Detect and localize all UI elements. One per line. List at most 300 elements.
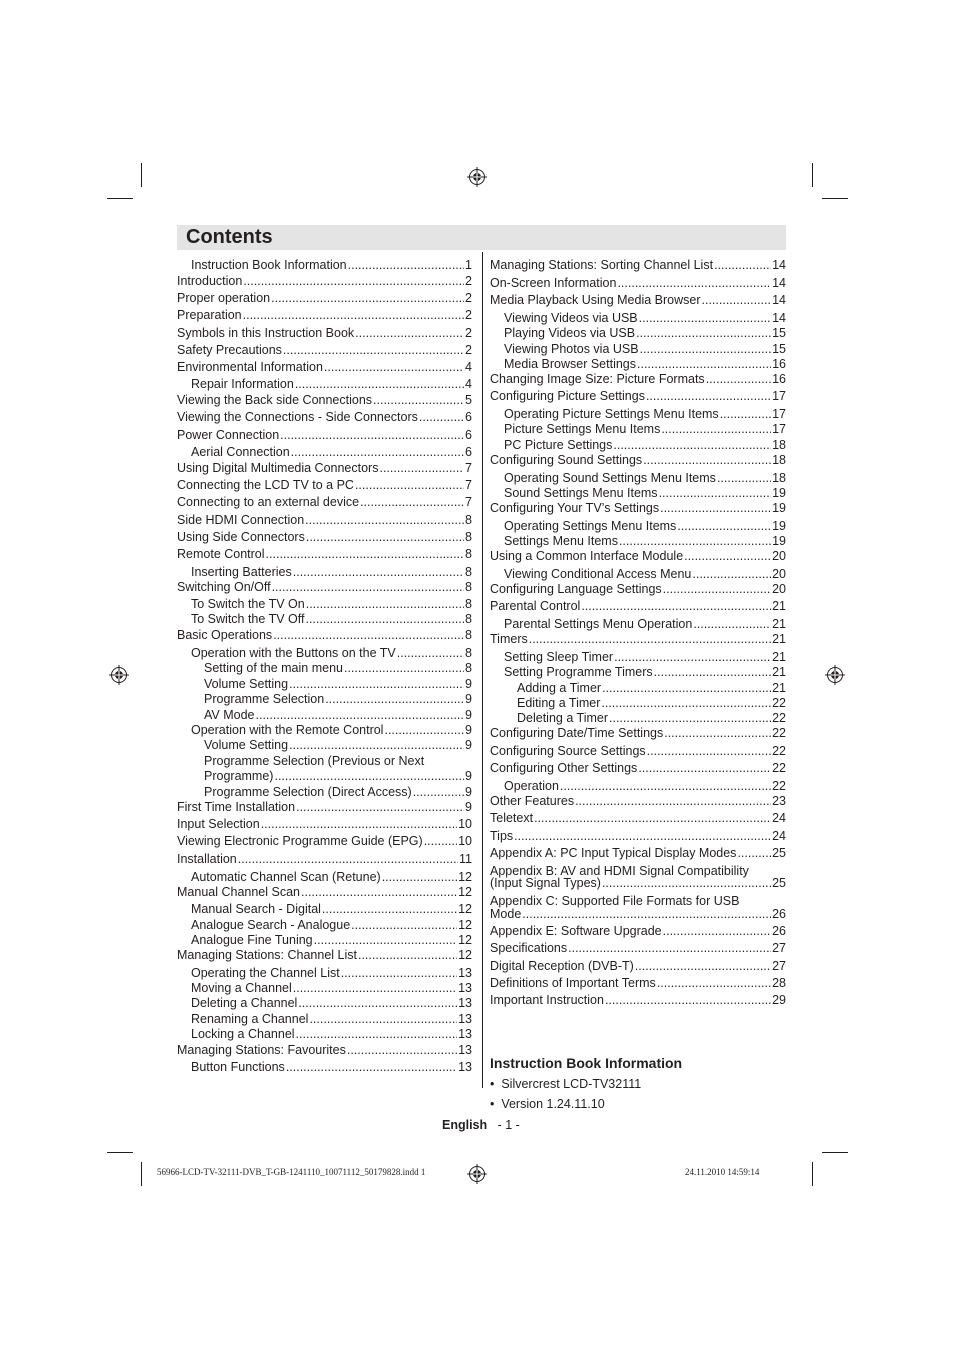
toc-entry-page: 23	[772, 794, 786, 808]
toc-entry-page: 25	[772, 876, 786, 890]
toc-leader-dots	[296, 1027, 458, 1042]
toc-entry-page: 13	[458, 1027, 472, 1041]
toc-entry-title: Setting Programme Timers	[504, 665, 653, 679]
toc-leader-dots	[663, 924, 771, 939]
toc-entry-title: Changing Image Size: Picture Formats	[490, 372, 705, 386]
toc-entry-page: 25	[772, 846, 786, 860]
toc-entry-title: Operating Settings Menu Items	[504, 519, 677, 533]
toc-leader-dots	[289, 677, 464, 692]
toc-entry-title: Analogue Search - Analogue	[191, 918, 351, 932]
toc-entry-title: Instruction Book Information	[191, 258, 347, 272]
toc-entry-page: 12	[458, 885, 472, 899]
toc-entry-title: To Switch the TV On	[191, 597, 305, 611]
toc-entry-page: 29	[772, 993, 786, 1007]
toc-entry[interactable]	[177, 547, 472, 562]
toc-entry-title: Using a Common Interface Module	[490, 549, 684, 563]
toc-entry-title: Installation	[177, 852, 237, 866]
toc-entry[interactable]	[191, 1027, 472, 1042]
toc-entry-title: Inserting Batteries	[191, 565, 292, 579]
toc-entry-title: Connecting to an external device	[177, 495, 360, 509]
toc-entry-page: 14	[772, 258, 786, 272]
toc-entry-title: Playing Videos via USB	[504, 326, 636, 340]
toc-leader-dots	[605, 993, 771, 1008]
toc-entry-page: 22	[772, 761, 786, 775]
toc-entry-page: 16	[772, 372, 786, 386]
footer-language: English	[442, 1118, 488, 1132]
toc-entry[interactable]	[504, 357, 786, 372]
toc-entry-title: Analogue Fine Tuning	[191, 933, 313, 947]
toc-leader-dots	[684, 549, 771, 564]
toc-entry-title: First Time Installation	[177, 800, 296, 814]
toc-entry-page: 22	[772, 711, 786, 725]
toc-leader-dots	[614, 650, 771, 665]
slug-filename: 56966-LCD-TV-32111-DVB_T-GB-1241110_10071112_50179828.indd 1	[157, 1167, 426, 1177]
toc-leader-dots	[322, 902, 457, 917]
toc-entry-title: Configuring Sound Settings	[490, 453, 643, 467]
toc-entry[interactable]	[504, 534, 786, 549]
toc-leader-dots	[424, 834, 457, 849]
toc-entry-title: Deleting a Timer	[517, 711, 609, 725]
toc-entry[interactable]	[490, 829, 786, 844]
toc-leader-dots	[643, 453, 771, 468]
toc-leader-dots	[581, 599, 771, 614]
toc-entry-page: 8	[465, 547, 472, 561]
toc-entry-title: Configuring Source Settings	[490, 744, 646, 758]
toc-entry-title: (Input Signal Types)	[490, 876, 601, 890]
toc-entry[interactable]	[177, 885, 472, 900]
toc-leader-dots	[639, 311, 771, 326]
toc-entry-title: Specifications	[490, 941, 568, 955]
toc-leader-dots	[309, 1012, 457, 1027]
toc-entry-page: 4	[465, 377, 472, 391]
toc-entry-page: 12	[458, 870, 472, 884]
toc-entry[interactable]	[177, 513, 472, 528]
toc-entry-page: 24	[772, 811, 786, 825]
toc-entry[interactable]	[204, 677, 472, 692]
toc-entry[interactable]	[177, 817, 472, 832]
toc-entry[interactable]	[191, 612, 472, 627]
toc-leader-dots	[273, 628, 464, 643]
toc-entry[interactable]	[177, 308, 472, 323]
toc-entry-title: Operation with the Remote Control	[191, 723, 384, 737]
toc-entry[interactable]	[490, 976, 786, 991]
toc-entry[interactable]	[177, 948, 472, 963]
toc-entry-page: 1	[465, 258, 472, 272]
toc-entry[interactable]	[191, 1012, 472, 1027]
toc-entry[interactable]	[517, 681, 786, 696]
toc-entry-title: Viewing Videos via USB	[504, 311, 638, 325]
toc-entry-page: 21	[772, 617, 786, 631]
toc-entry[interactable]	[490, 453, 786, 468]
toc-entry-title: Locking a Channel	[191, 1027, 295, 1041]
toc-entry-title: Remote Control	[177, 547, 265, 561]
toc-entry-title: Automatic Channel Scan (Retune)	[191, 870, 381, 884]
toc-entry-page: 16	[772, 357, 786, 371]
toc-entry-page: 14	[772, 293, 786, 307]
toc-entry-page: 20	[772, 582, 786, 596]
toc-entry[interactable]	[177, 628, 472, 643]
toc-entry[interactable]	[177, 393, 472, 408]
toc-entry-page: 8	[465, 565, 472, 579]
toc-entry-title: Configuring Date/Time Settings	[490, 726, 664, 740]
toc-leader-dots	[706, 372, 771, 387]
toc-entry-title: Symbols in this Instruction Book	[177, 326, 355, 340]
toc-entry-title: Renaming a Channel	[191, 1012, 309, 1026]
toc-entry-page: 9	[465, 692, 472, 706]
toc-entry-page: 9	[465, 769, 472, 783]
toc-entry-title: Viewing Photos via USB	[504, 342, 639, 356]
toc-entry[interactable]	[177, 461, 472, 476]
toc-entry[interactable]	[504, 471, 786, 486]
toc-leader-dots	[661, 422, 771, 437]
toc-leader-dots	[419, 410, 464, 425]
toc-leader-dots	[602, 681, 771, 696]
toc-entry[interactable]	[204, 769, 472, 784]
toc-leader-dots	[693, 617, 771, 632]
toc-entry[interactable]	[191, 258, 472, 273]
toc-entry[interactable]	[504, 438, 786, 453]
toc-entry-title: Switching On/Off	[177, 580, 271, 594]
toc-entry-title: Programme Selection (Previous or Next	[204, 754, 425, 768]
toc-entry[interactable]	[177, 530, 472, 545]
toc-entry[interactable]	[490, 924, 786, 939]
toc-entry[interactable]	[191, 377, 472, 392]
toc-leader-dots	[636, 326, 771, 341]
toc-leader-dots	[717, 471, 771, 486]
toc-leader-dots	[384, 723, 464, 738]
toc-entry-page: 2	[465, 291, 472, 305]
toc-leader-dots	[373, 393, 464, 408]
toc-entry[interactable]	[490, 993, 786, 1008]
toc-entry-page: 22	[772, 726, 786, 740]
toc-entry-title: Setting of the main menu	[204, 661, 343, 675]
toc-entry-title: PC Picture Settings	[504, 438, 613, 452]
toc-entry[interactable]	[191, 918, 472, 933]
toc-leader-dots	[609, 711, 771, 726]
toc-entry[interactable]	[504, 407, 786, 422]
toc-leader-dots	[660, 501, 771, 516]
toc-leader-dots	[617, 276, 771, 291]
toc-entry-page: 13	[458, 1012, 472, 1026]
toc-leader-dots	[351, 918, 457, 933]
toc-entry[interactable]	[177, 274, 472, 289]
toc-entry-page: 13	[458, 1043, 472, 1057]
toc-entry-page: 6	[465, 428, 472, 442]
toc-entry[interactable]	[504, 650, 786, 665]
toc-entry[interactable]	[490, 276, 786, 291]
toc-entry-title: Settings Menu Items	[504, 534, 618, 548]
toc-entry-title: Side HDMI Connection	[177, 513, 305, 527]
toc-entry[interactable]	[177, 343, 472, 358]
toc-leader-dots	[413, 785, 464, 800]
toc-entry[interactable]	[191, 723, 472, 738]
toc-leader-dots	[514, 829, 771, 844]
toc-leader-dots	[382, 870, 457, 885]
toc-entry-page: 9	[465, 723, 472, 737]
toc-leader-dots	[560, 779, 771, 794]
toc-entry-title: Viewing Electronic Programme Guide (EPG)	[177, 834, 423, 848]
toc-entry[interactable]	[204, 738, 472, 753]
toc-entry-page: 10	[458, 834, 472, 848]
registration-mark-icon	[467, 1164, 487, 1184]
toc-entry[interactable]	[177, 1043, 472, 1058]
toc-entry[interactable]	[177, 834, 472, 849]
toc-entry-title: Deleting a Channel	[191, 996, 298, 1010]
toc-entry-title: Managing Stations: Sorting Channel List	[490, 258, 714, 272]
toc-entry-page: 8	[465, 530, 472, 544]
toc-entry-title: Operating the Channel List	[191, 966, 340, 980]
toc-entry[interactable]	[191, 966, 472, 981]
toc-entry[interactable]	[490, 744, 786, 759]
toc-entry-page: 17	[772, 407, 786, 421]
toc-entry[interactable]	[177, 360, 472, 375]
toc-entry-page: 15	[772, 342, 786, 356]
toc-entry-title: Mode	[490, 907, 522, 921]
toc-leader-dots	[637, 357, 771, 372]
toc-entry-page: 11	[459, 852, 472, 866]
toc-entry-page: 21	[772, 632, 786, 646]
toc-entry-page: 17	[772, 389, 786, 403]
toc-entry[interactable]	[490, 726, 786, 741]
toc-entry-page: 13	[458, 966, 472, 980]
toc-entry-title: Button Functions	[191, 1060, 285, 1074]
toc-entry-title: Viewing the Connections - Side Connectors	[177, 410, 418, 424]
toc-leader-dots	[325, 692, 464, 707]
toc-leader-dots	[714, 258, 771, 273]
toc-entry-page: 21	[772, 650, 786, 664]
toc-entry[interactable]	[490, 846, 786, 861]
toc-entry-title: Power Connection	[177, 428, 280, 442]
toc-entry-title: Repair Information	[191, 377, 294, 391]
toc-leader-dots	[306, 597, 464, 612]
registration-mark-icon	[467, 167, 487, 187]
toc-entry[interactable]	[191, 902, 472, 917]
toc-entry-page: 8	[465, 597, 472, 611]
toc-leader-dots	[360, 495, 464, 510]
toc-leader-dots	[293, 565, 464, 580]
toc-entry-title: Operating Sound Settings Menu Items	[504, 471, 716, 485]
toc-entry[interactable]	[490, 794, 786, 809]
toc-entry-title: Preparation	[177, 308, 242, 322]
crop-mark	[822, 1152, 848, 1153]
toc-entry-title: Operation with the Buttons on the TV	[191, 646, 396, 660]
toc-entry[interactable]	[204, 785, 472, 800]
toc-entry[interactable]	[490, 582, 786, 597]
toc-entry-title: Configuring Other Settings	[490, 761, 638, 775]
toc-entry[interactable]	[191, 870, 472, 885]
toc-leader-dots	[664, 726, 771, 741]
toc-leader-dots	[243, 274, 464, 289]
toc-entry-title: Important Instruction	[490, 993, 604, 1007]
toc-entry[interactable]	[517, 711, 786, 726]
bullet-item: • Silvercrest LCD-TV32111	[490, 1077, 642, 1091]
toc-entry[interactable]	[490, 959, 786, 974]
toc-entry-title: Appendix C: Supported File Formats for USB	[490, 894, 740, 908]
toc-entry[interactable]	[504, 422, 786, 437]
toc-entry-title: Input Selection	[177, 817, 260, 831]
toc-leader-dots	[677, 519, 771, 534]
toc-entry[interactable]	[490, 293, 786, 308]
toc-entry[interactable]	[517, 696, 786, 711]
toc-leader-dots	[638, 761, 771, 776]
toc-entry[interactable]	[177, 478, 472, 493]
toc-entry[interactable]	[490, 549, 786, 564]
toc-leader-dots	[640, 342, 772, 357]
toc-leader-dots	[286, 1060, 457, 1075]
toc-leader-dots	[613, 438, 771, 453]
toc-entry-title: To Switch the TV Off	[191, 612, 305, 626]
toc-leader-dots	[301, 885, 457, 900]
toc-leader-dots	[283, 343, 464, 358]
toc-leader-dots	[238, 852, 458, 867]
toc-entry[interactable]	[177, 580, 472, 595]
toc-entry[interactable]	[204, 692, 472, 707]
toc-entry-title: Managing Stations: Channel List	[177, 948, 357, 962]
toc-entry-page: 24	[772, 829, 786, 843]
toc-entry-title: Manual Search - Digital	[191, 902, 321, 916]
toc-entry[interactable]	[490, 876, 786, 891]
toc-entry-title: Setting Sleep Timer	[504, 650, 614, 664]
toc-entry-page: 22	[772, 779, 786, 793]
toc-entry[interactable]	[490, 599, 786, 614]
toc-entry[interactable]	[504, 567, 786, 582]
toc-entry[interactable]	[504, 665, 786, 680]
toc-entry-title: Configuring Language Settings	[490, 582, 662, 596]
toc-entry[interactable]	[177, 326, 472, 341]
toc-leader-dots	[274, 769, 464, 784]
toc-leader-dots	[575, 794, 771, 809]
toc-entry[interactable]	[191, 933, 472, 948]
toc-entry-title: Teletext	[490, 811, 534, 825]
toc-leader-dots	[619, 534, 771, 549]
crop-mark	[822, 198, 848, 199]
bullet-text: Silvercrest LCD-TV32111	[501, 1077, 642, 1091]
toc-entry[interactable]	[177, 800, 472, 815]
toc-entry-page: 12	[458, 902, 472, 916]
toc-entry[interactable]	[504, 617, 786, 632]
crop-mark	[812, 163, 813, 187]
toc-entry-page: 2	[465, 274, 472, 288]
toc-entry[interactable]	[204, 661, 472, 676]
toc-entry-title: Basic Operations	[177, 628, 273, 642]
toc-leader-dots	[271, 291, 464, 306]
toc-entry-page: 8	[465, 661, 472, 675]
toc-leader-dots	[347, 1043, 457, 1058]
toc-entry-title: Safety Precautions	[177, 343, 282, 357]
toc-entry[interactable]	[490, 372, 786, 387]
toc-entry-title: Proper operation	[177, 291, 271, 305]
crop-mark	[107, 1152, 133, 1153]
toc-entry-page: 22	[772, 744, 786, 758]
toc-entry[interactable]	[191, 565, 472, 580]
toc-entry[interactable]	[177, 291, 472, 306]
toc-entry[interactable]	[504, 326, 786, 341]
toc-leader-dots	[289, 738, 464, 753]
toc-entry-page: 12	[458, 948, 472, 962]
toc-entry[interactable]	[504, 779, 786, 794]
toc-entry-page: 2	[465, 343, 472, 357]
toc-entry-page: 10	[458, 817, 472, 831]
toc-entry-page: 9	[465, 785, 472, 799]
toc-leader-dots	[280, 428, 464, 443]
toc-entry[interactable]	[191, 445, 472, 460]
toc-entry-page: 4	[465, 360, 472, 374]
toc-entry[interactable]	[191, 646, 472, 661]
toc-entry-title: Digital Reception (DVB-T)	[490, 959, 634, 973]
toc-entry[interactable]	[191, 981, 472, 996]
toc-entry[interactable]	[191, 597, 472, 612]
toc-entry[interactable]	[204, 708, 472, 723]
toc-entry-title: Operating Picture Settings Menu Items	[504, 407, 719, 421]
toc-entry[interactable]	[490, 389, 786, 404]
toc-entry-page: 2	[465, 326, 472, 340]
toc-entry[interactable]	[490, 761, 786, 776]
toc-entry[interactable]	[504, 486, 786, 501]
column-divider	[482, 252, 483, 1088]
toc-leader-dots	[256, 708, 465, 723]
toc-entry-page: 21	[772, 665, 786, 679]
toc-entry[interactable]	[490, 258, 786, 273]
toc-entry[interactable]	[490, 907, 786, 922]
toc-leader-dots	[379, 461, 464, 476]
toc-entry[interactable]	[177, 852, 472, 867]
toc-entry-page: 28	[772, 976, 786, 990]
registration-mark-icon	[825, 665, 845, 685]
toc-entry-title: AV Mode	[204, 708, 255, 722]
toc-entry[interactable]	[490, 501, 786, 516]
toc-leader-dots	[314, 933, 457, 948]
toc-entry-title: Appendix E: Software Upgrade	[490, 924, 662, 938]
toc-entry[interactable]	[191, 996, 472, 1011]
toc-entry-page: 15	[772, 326, 786, 340]
toc-entry-title: On-Screen Information	[490, 276, 617, 290]
toc-entry[interactable]	[177, 428, 472, 443]
toc-entry-page: 18	[772, 438, 786, 452]
toc-entry[interactable]	[504, 342, 786, 357]
page-title: Contents	[186, 226, 273, 248]
toc-leader-dots	[305, 513, 464, 528]
toc-entry-page: 8	[465, 580, 472, 594]
toc-entry[interactable]	[490, 632, 786, 647]
bullet-text: Version 1.24.11.10	[501, 1097, 605, 1111]
toc-leader-dots	[702, 293, 772, 308]
toc-entry-page: 19	[772, 486, 786, 500]
toc-entry-page: 18	[772, 471, 786, 485]
toc-entry[interactable]	[177, 495, 472, 510]
toc-entry[interactable]	[204, 754, 472, 769]
toc-leader-dots	[602, 876, 771, 891]
toc-leader-dots	[720, 407, 771, 422]
toc-entry[interactable]	[504, 519, 786, 534]
toc-entry[interactable]	[191, 1060, 472, 1075]
toc-entry-title: Picture Settings Menu Items	[504, 422, 661, 436]
toc-leader-dots	[341, 966, 457, 981]
toc-entry[interactable]	[490, 941, 786, 956]
toc-entry-title: Managing Stations: Favourites	[177, 1043, 346, 1057]
toc-entry-title: Definitions of Important Terms	[490, 976, 656, 990]
toc-leader-dots	[647, 744, 771, 759]
toc-entry[interactable]	[177, 410, 472, 425]
toc-entry-page: 26	[772, 907, 786, 921]
crop-mark	[812, 1162, 813, 1186]
toc-entry-title: Viewing Conditional Access Menu	[504, 567, 692, 581]
toc-entry[interactable]	[504, 311, 786, 326]
toc-entry-page: 9	[465, 800, 472, 814]
toc-entry[interactable]	[490, 811, 786, 826]
toc-entry-page: 2	[465, 308, 472, 322]
toc-leader-dots	[293, 981, 457, 996]
toc-entry-page: 19	[772, 501, 786, 515]
